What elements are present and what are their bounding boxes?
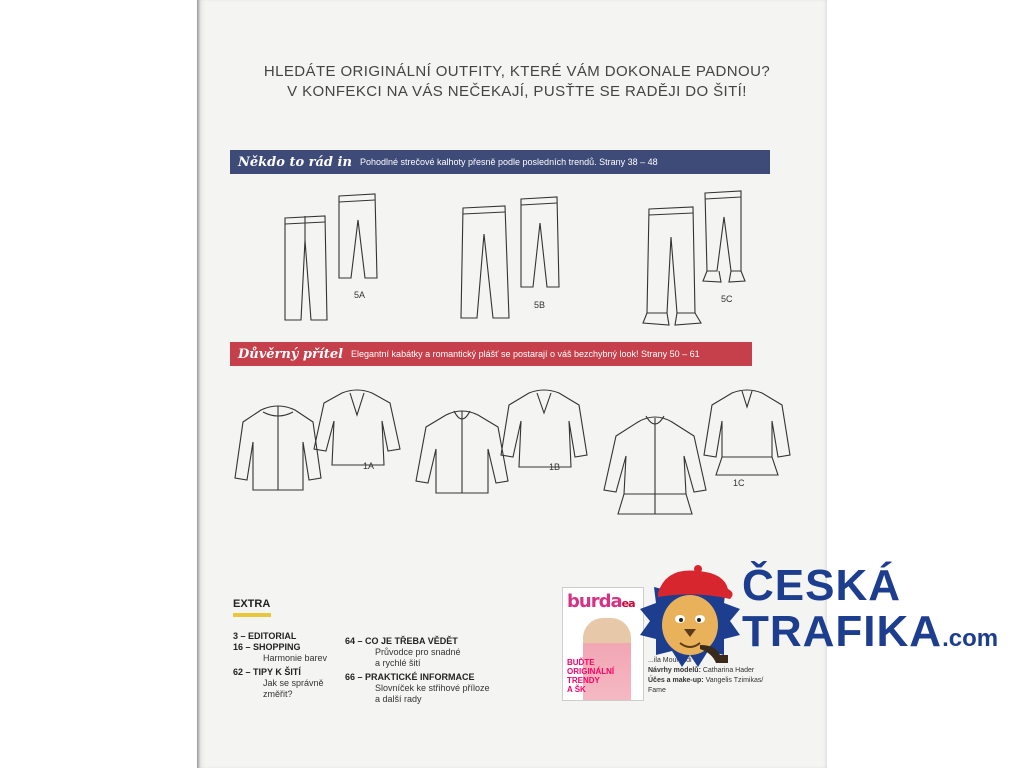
toc-item-tipy: 62 – TIPY K ŠITÍ — [233, 667, 301, 677]
toc-item-editorial: 3 – EDITORIAL — [233, 631, 297, 641]
headline-line-1: HLEDÁTE ORIGINÁLNÍ OUTFITY, KTERÉ VÁM DOKONALE PADNOU? — [263, 63, 771, 80]
section-band-pants — [230, 150, 770, 174]
section-band-jackets — [230, 342, 752, 366]
jacket-1b-front-drawing — [412, 405, 512, 497]
toc-item-shopping: 16 – SHOPPING — [233, 642, 301, 652]
jacket-label-1a: 1A — [363, 461, 375, 471]
jacket-1b-back-drawing — [499, 385, 589, 477]
credits-line-4: Fame — [648, 687, 666, 694]
section-title-jackets: Důvěrný přítel — [238, 346, 344, 362]
toc-sub-co-2: a rychlé šití — [375, 658, 421, 668]
toc-sub-tipy-1: Jak se správně — [263, 678, 324, 688]
section-text-jackets: Elegantní kabátky a romantický plášť se postarají o váš bezchybný look! Strany 50 – 61 — [351, 349, 700, 359]
credits-line-1: ...ila Mouratidi — [648, 657, 692, 664]
credits-line-3: Účes a make-up: Vangelis Tzimikas/ — [648, 677, 764, 684]
logo-domain: .com — [942, 625, 999, 652]
pants-label-5a: 5A — [354, 290, 366, 300]
section-text-pants: Pohodlné strečové kalhoty přesně podle posledních trendů. Strany 38 – 48 — [359, 157, 658, 167]
magazine-cover-thumbnail — [562, 587, 644, 701]
toc-item-co-je-treba: 64 – CO JE TŘEBA VĚDĚT — [345, 636, 458, 646]
pants-5a-front-drawing — [275, 210, 335, 325]
pants-5a-back-drawing — [333, 190, 383, 285]
coat-label-1c: 1C — [733, 478, 745, 488]
extra-list-col2 — [345, 636, 525, 705]
coat-1c-back-drawing — [702, 385, 792, 485]
section-title-pants: Někdo to rád in — [238, 154, 352, 170]
pants-5c-back-drawing — [699, 187, 749, 287]
cover-brand-logo: burdaea — [567, 591, 635, 612]
page-headline — [237, 62, 797, 102]
coat-1c-front-drawing — [600, 410, 710, 518]
toc-sub-prakticke-2: a další rady — [375, 694, 422, 704]
cover-headline: BUĎTE ORIGINÁLNÍ TRENDY A ŠK — [567, 658, 615, 694]
headline-line-2: V KONFEKCI NA VÁS NEČEKAJÍ, PUSŤTE SE RADĚJI DO ŠITÍ! — [287, 83, 747, 100]
toc-sub-shopping: Harmonie barev — [263, 653, 328, 663]
ceska-trafika-logo — [742, 563, 998, 662]
toc-item-prakticke: 66 – PRAKTICKÉ INFORMACE — [345, 672, 475, 682]
pants-5c-front-drawing — [639, 203, 705, 328]
toc-sub-co-1: Průvodce pro snadné — [375, 647, 461, 657]
page-spine — [197, 0, 200, 768]
logo-line-1: ČESKÁ — [742, 561, 902, 610]
toc-sub-tipy-2: změřit? — [263, 689, 293, 699]
extra-underline — [233, 613, 271, 617]
pants-5b-back-drawing — [515, 193, 565, 293]
jacket-label-1b: 1B — [549, 462, 561, 472]
pants-5b-front-drawing — [455, 200, 515, 325]
credits-line-2: Návrhy modelů: Catharina Hader — [648, 667, 755, 674]
jacket-1a-front-drawing — [233, 400, 323, 495]
toc-sub-prakticke-1: Slovníček ke střihové příloze — [375, 683, 490, 693]
logo-line-2: TRAFIKA.com — [742, 607, 999, 656]
pants-label-5c: 5C — [721, 294, 733, 304]
pants-label-5b: 5B — [534, 300, 546, 310]
lion-mascot-logo-icon — [636, 563, 744, 675]
jacket-1a-back-drawing — [312, 385, 402, 475]
extra-heading: EXTRA — [233, 598, 271, 610]
